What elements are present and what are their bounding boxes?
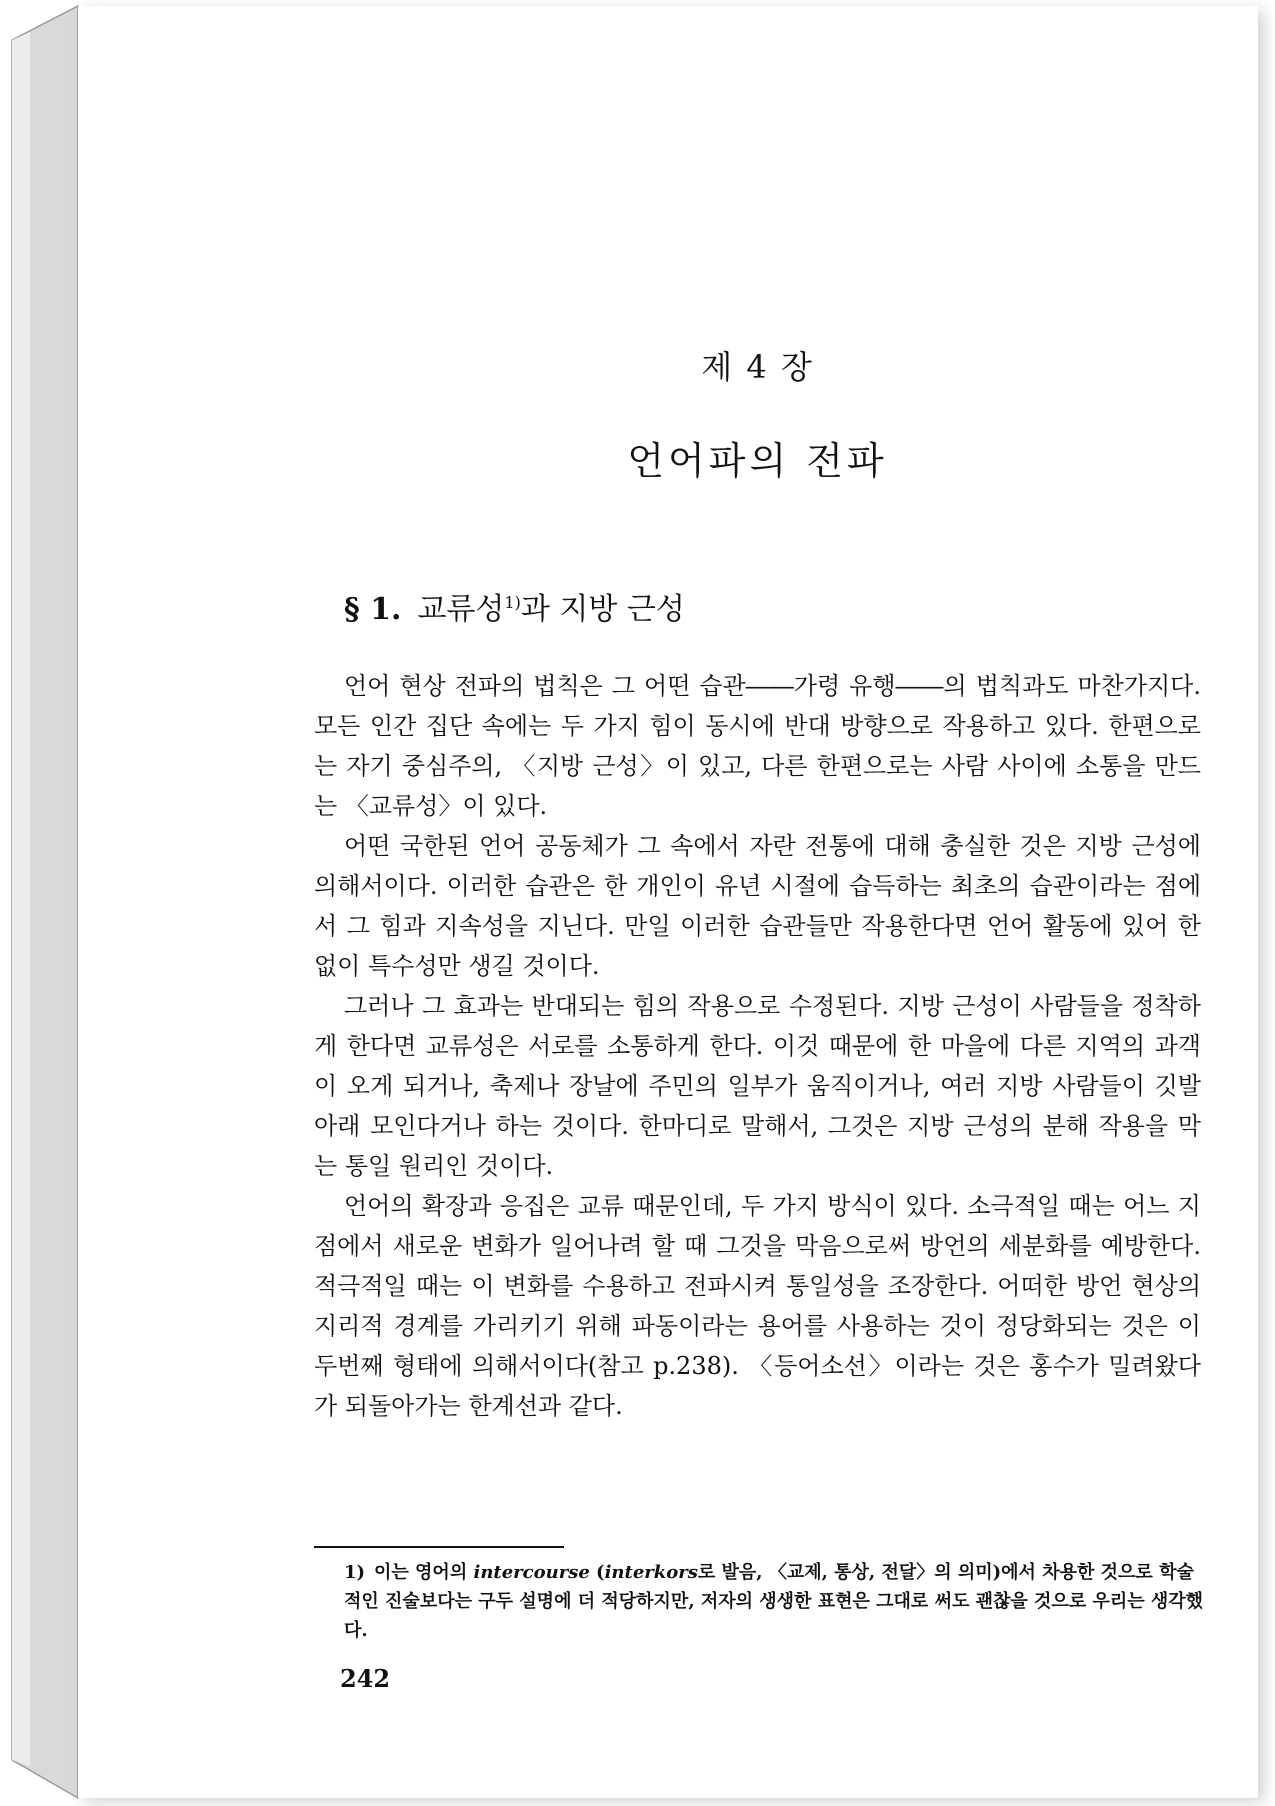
footnote-term-1: intercourse: [473, 1562, 590, 1583]
paragraph-2: 어떤 국한된 언어 공동체가 그 속에서 자란 전통에 대해 충실한 것은 지방 근성에 의해서이다. 이러한 습관은 한 개인이 유년 시절에 습득하는 최초의 습관이라는 점에서 그 힘과 지속성을 지닌다. 만일 이러한 습관들만 작용한다면 언어 활동에 있어 한없이 특수성만 생길 것이다.: [314, 832, 1201, 980]
paragraph-3: 그러나 그 효과는 반대되는 힘의 작용으로 수정된다. 지방 근성이 사람들을 정착하게 한다면 교류성은 서로를 소통하게 한다. 이것 때문에 한 마을에 다른 지역의 과객이 오게 되거나, 축제나 장날에 주민의 일부가 움직이거나, 여러 지방 사람들이 깃발 아래 모인다거나 하는 것이다. 한마디로 말해서, 그것은 지방 근성의 분해 작용을 막는 통일 원리인 것이다.: [314, 992, 1201, 1180]
body-text: [314, 666, 1201, 1426]
page-number: 242: [340, 1664, 391, 1693]
section-heading: [344, 584, 685, 628]
footnote-text-3: 로 발음, 〈교제, 통상, 전달〉의 의미)에서 차용한 것으로 학술적인 진술보다는 구두 설명에 더 적당하지만, 저자의 생생한 표현은 그대로 써도 괜찮을 것으로 우리는 생각했다.: [344, 1562, 1204, 1641]
chapter-title: 언어파의 전파: [627, 439, 888, 483]
paragraph-1: 언어 현상 전파의 법칙은 그 어떤 습관――가령 유행――의 법칙과도 마찬가지다. 모든 인간 집단 속에는 두 가지 힘이 동시에 반대 방향으로 작용하고 있다. 한편으로는 자기 중심주의, 〈지방 근성〉이 있고, 다른 한편으로는 사람 사이에 소통을 만드는 〈교류성〉이 있다.: [314, 672, 1201, 820]
footnote-body: [344, 1562, 1203, 1641]
footnote-term-2: interkors: [604, 1562, 698, 1583]
paragraph-4: 언어의 확장과 응집은 교류 때문인데, 두 가지 방식이 있다. 소극적일 때는 어느 지점에서 새로운 변화가 일어나려 할 때 그것을 막음으로써 방언의 세분화를 예방한다. 적극적일 때는 이 변화를 수용하고 전파시켜 통일성을 조장한다. 어떠한 방언 현상의 지리적 경계를 가리키기 위해 파동이라는 용어를 사용하는 것이 정당화되는 것은 이 두번째 형태에 의해서이다(참고 p.238). 〈등어소선〉이라는 것은 홍수가 밀려왔다가 되돌아가는 한계선과 같다.: [314, 1192, 1201, 1420]
footnote-reference: 1): [504, 593, 521, 612]
footnote-divider: [314, 1546, 564, 1548]
section-mark: § 1.: [344, 592, 402, 627]
section-title-part-2: 과 지방 근성: [520, 592, 685, 627]
footnote-mark: 1): [344, 1562, 366, 1583]
book-page: [78, 6, 1258, 1798]
footnote: [344, 1558, 1204, 1645]
section-title-part-1: 교류성: [417, 592, 505, 627]
footnote-text-2: (: [589, 1562, 605, 1583]
footnote-text-1: 이는 영어의: [374, 1562, 474, 1583]
chapter-number: 제 4 장: [701, 348, 814, 386]
